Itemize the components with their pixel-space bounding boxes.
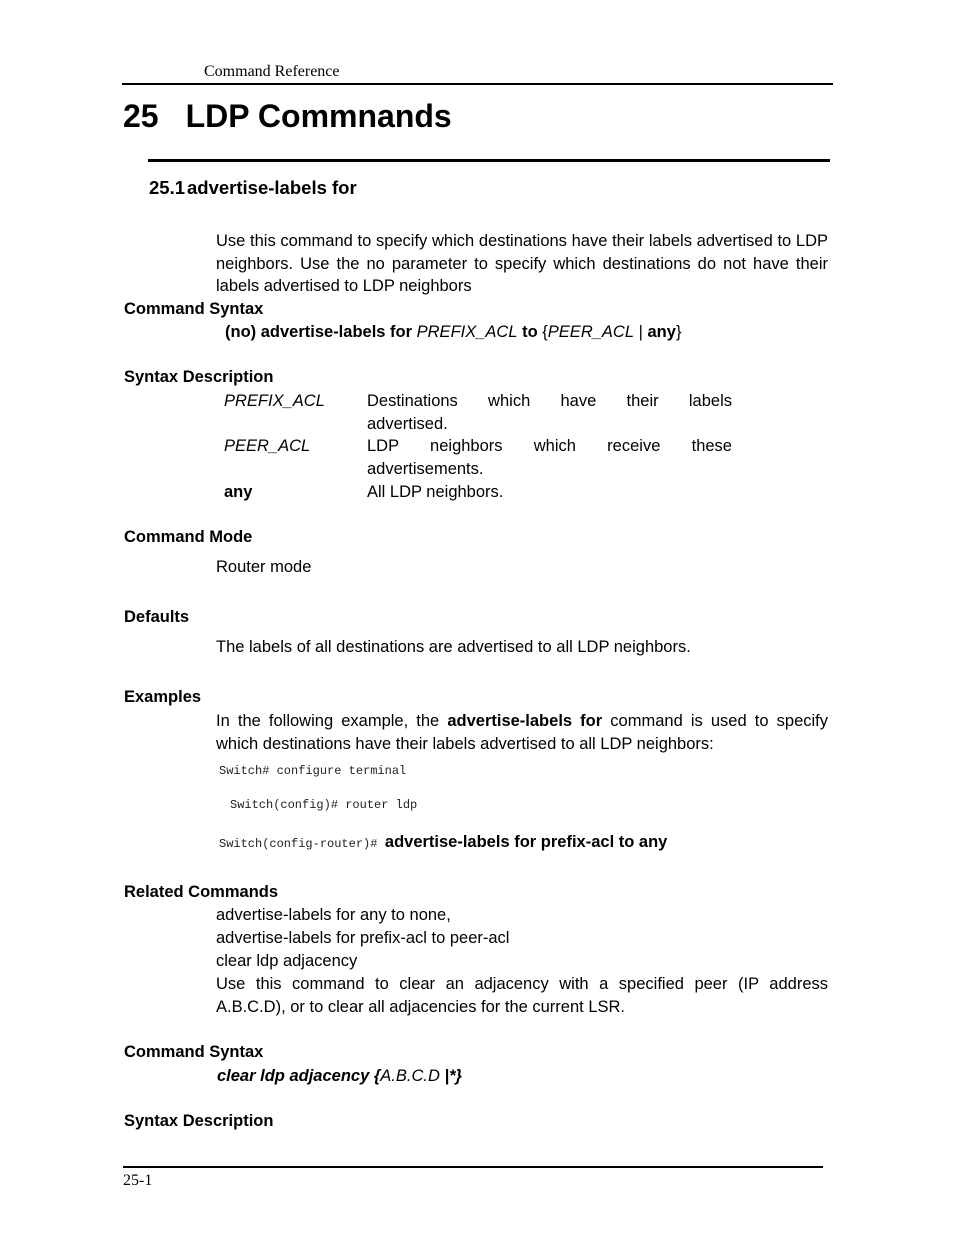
syntax-desc-any: All LDP neighbors. bbox=[367, 483, 504, 501]
chapter-number: 25 bbox=[123, 98, 159, 134]
syntax-to-keyword: to bbox=[522, 323, 538, 341]
section-name: advertise-labels for bbox=[187, 177, 357, 198]
clear-ldp-arg: A.B.C.D bbox=[380, 1067, 440, 1085]
chapter-rule bbox=[148, 159, 830, 162]
syntax-description-heading: Syntax Description bbox=[124, 368, 274, 386]
command-syntax-2-heading: Command Syntax bbox=[124, 1043, 264, 1061]
examples-heading: Examples bbox=[124, 688, 202, 706]
chapter-name: LDP Commnands bbox=[185, 98, 452, 134]
related-command-item: advertise-labels for prefix-acl to peer-acl bbox=[216, 929, 510, 947]
chapter-title bbox=[123, 98, 452, 135]
syntax-open-brace: { bbox=[542, 323, 548, 341]
page-number: 25-1 bbox=[123, 1172, 153, 1189]
footer-rule bbox=[123, 1166, 823, 1168]
command-mode-text: Router mode bbox=[216, 558, 312, 576]
syntax-term-prefix-acl: PREFIX_ACL bbox=[224, 392, 325, 410]
section-number: 25.1 bbox=[149, 177, 186, 198]
related-command-item: clear ldp adjacency bbox=[216, 952, 358, 970]
syntax-desc-peer-acl-line1: LDP neighbors which receive these bbox=[367, 437, 732, 455]
syntax-desc-peer-acl-line2: advertisements. bbox=[367, 460, 484, 478]
syntax-arg-peer-acl: PEER_ACL bbox=[547, 323, 635, 341]
clear-ldp-tail: |*} bbox=[439, 1067, 462, 1085]
syntax-term-peer-acl: PEER_ACL bbox=[224, 437, 311, 455]
syntax-term-any: any bbox=[224, 483, 253, 501]
command-syntax-heading: Command Syntax bbox=[124, 300, 264, 318]
syntax-description-2-heading: Syntax Description bbox=[124, 1112, 274, 1130]
defaults-text: The labels of all destinations are advertised to all LDP neighbors. bbox=[216, 638, 691, 656]
syntax-no-keyword: (no) advertise-labels for bbox=[225, 323, 413, 341]
command-mode-heading: Command Mode bbox=[124, 528, 253, 546]
syntax-any-keyword: any bbox=[647, 323, 676, 341]
example-code-command: advertise-labels for prefix-acl to any bbox=[384, 833, 668, 851]
syntax-desc-prefix-acl-line2: advertised. bbox=[367, 415, 448, 433]
related-commands-description: Use this command to clear an adjacency with a specified peer (IP address A.B.C.D), or to clear all adjacencies for the current LSR. bbox=[216, 975, 828, 1016]
section-title bbox=[149, 177, 357, 199]
syntax-close-brace: } bbox=[675, 323, 682, 341]
command-syntax-2-line bbox=[217, 1065, 462, 1088]
command-syntax-line bbox=[225, 321, 681, 344]
syntax-pipe: | bbox=[638, 323, 643, 341]
syntax-desc-prefix-acl-line1: Destinations which have their labels bbox=[367, 392, 732, 410]
header-rule bbox=[122, 83, 833, 85]
syntax-arg-prefix-acl: PREFIX_ACL bbox=[416, 323, 518, 341]
clear-ldp-keyword: clear ldp adjacency { bbox=[217, 1067, 381, 1085]
examples-paragraph bbox=[216, 710, 828, 755]
example-code-line-3 bbox=[219, 831, 667, 854]
example-code-line-2: Switch(config)# router ldp bbox=[230, 798, 418, 812]
examples-text-bold: advertise-labels for bbox=[447, 712, 603, 730]
examples-text-post: command is used to specify which destinations have their labels advertised to all LDP neighbors: bbox=[216, 712, 828, 753]
defaults-heading: Defaults bbox=[124, 608, 190, 626]
related-commands-heading: Related Commands bbox=[124, 883, 279, 901]
examples-text-pre: In the following example, the bbox=[216, 712, 448, 730]
running-header: Command Reference bbox=[204, 63, 340, 80]
intro-paragraph: Use this command to specify which destinations have their labels advertised to LDP neighbors. Use the no parameter to specify which destinations do not have their labels advertised to LDP neighbors bbox=[216, 232, 828, 295]
example-code-line-1: Switch# configure terminal bbox=[219, 764, 407, 778]
example-code-prompt: Switch(config-router)# bbox=[219, 837, 378, 851]
related-command-item: advertise-labels for any to none, bbox=[216, 906, 451, 924]
